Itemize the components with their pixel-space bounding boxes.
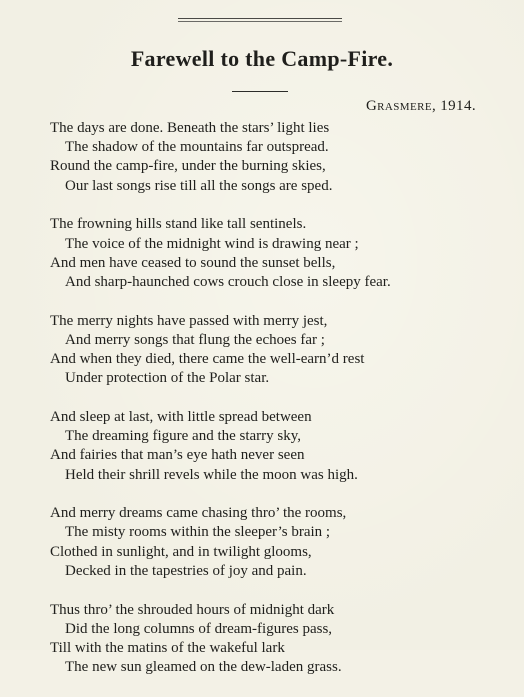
poem-line: And merry songs that flung the echoes far ; — [65, 331, 325, 348]
poem-line: And merry dreams came chasing thro’ the rooms, — [50, 505, 347, 522]
poem-line: Round the camp-fire, under the burning skies, — [50, 158, 326, 175]
poem-line: And sharp-haunched cows crouch close in sleepy fear. — [65, 273, 391, 290]
poem-line: And fairies that man’s eye hath never seen — [50, 447, 305, 464]
poem-line: Till with the matins of the wakeful lark — [50, 639, 285, 656]
stanza-4 — [50, 408, 490, 485]
poem-line: The merry nights have passed with merry jest, — [50, 312, 328, 329]
poem-line: The dreaming figure and the starry sky, — [65, 428, 302, 445]
poem-line: Thus thro’ the shrouded hours of midnight dark — [50, 601, 335, 618]
poem-line: The voice of the midnight wind is drawing near ; — [65, 235, 359, 252]
poem-line: The new sun gleamed on the dew-laden grass. — [65, 659, 342, 676]
poem-line: And men have ceased to sound the sunset bells, — [50, 254, 336, 271]
poem-line: And when they died, there came the well-earn’d rest — [50, 351, 365, 368]
stanza-5 — [50, 504, 490, 581]
poem-line: Clothed in sunlight, and in twilight glooms, — [50, 543, 312, 560]
stanza-2 — [50, 215, 490, 292]
poem-line: The misty rooms within the sleeper’s brain ; — [65, 524, 331, 541]
poem-body — [50, 119, 490, 697]
poem-line: The days are done. Beneath the stars’ light lies — [50, 120, 330, 136]
poem-line: The shadow of the mountains far outspread. — [65, 139, 329, 156]
poem-line: Decked in the tapestries of joy and pain. — [65, 562, 307, 579]
stanza-1 — [50, 119, 490, 196]
poem-line: Under protection of the Polar star. — [65, 370, 270, 387]
stanza-6 — [50, 601, 490, 678]
title-rule — [232, 91, 288, 92]
poem-line: Our last songs rise till all the songs are sped. — [65, 177, 333, 194]
place-date: Grasmere, 1914. — [365, 98, 476, 114]
poem-line: Did the long columns of dream-figures pass, — [65, 620, 333, 637]
stanza-3 — [50, 312, 490, 389]
poem-line: And sleep at last, with little spread between — [50, 408, 312, 425]
poem-line: The frowning hills stand like tall sentinels. — [50, 216, 307, 233]
top-rule — [178, 18, 342, 19]
poem-line: Held their shrill revels while the moon was high. — [65, 466, 358, 483]
poem-title: Farewell to the Camp-Fire. — [130, 46, 394, 71]
